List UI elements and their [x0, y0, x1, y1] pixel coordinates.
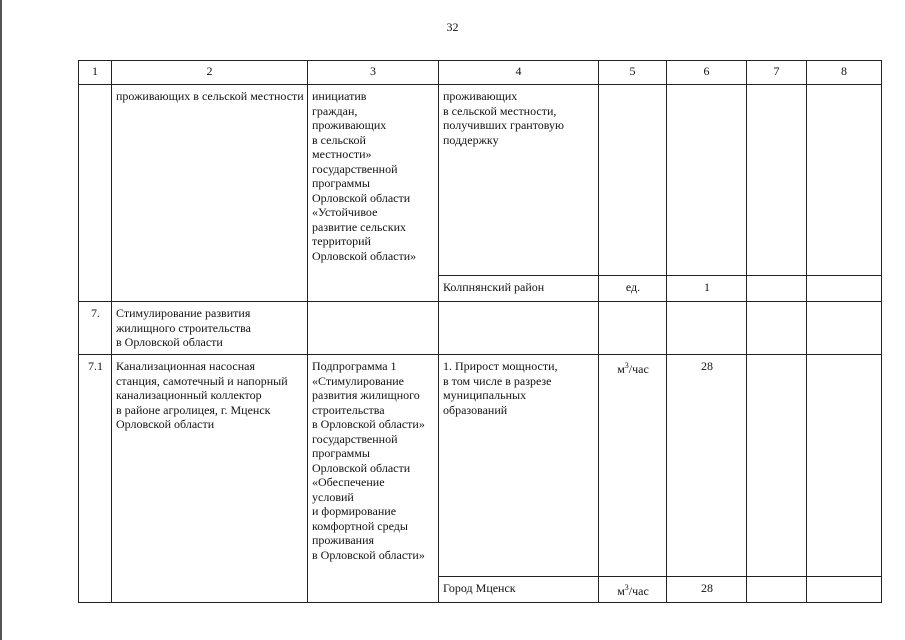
row71-unit — [599, 355, 667, 577]
col-number-2: 2 — [112, 61, 308, 85]
page-left-edge — [0, 0, 2, 640]
column-number-row — [79, 61, 882, 85]
row71-number: 7.1 — [79, 355, 112, 603]
col-number-5: 5 — [599, 61, 667, 85]
district-col7 — [747, 276, 807, 302]
row71-program-name: Подпрограмма 1 «Стимулирование развития жилищного строительства в Орловской области» государственной программы Орловской области «Обеспечение условий и формирование комфортной среды проживания в Орловской области» — [308, 355, 439, 603]
cont-indicator: проживающих в сельской местности, получивших грантовую поддержку — [439, 85, 599, 276]
row71-object-name: Канализационная насосная станция, самотечный и напорный канализационный коллектор в районе агролицея, г. Мценск Орловской области — [112, 355, 308, 603]
row7-col3 — [308, 302, 439, 355]
city-value: 28 — [667, 577, 747, 603]
city-unit — [599, 577, 667, 603]
cont-col7 — [747, 85, 807, 276]
table-row-continuation — [79, 85, 882, 276]
row7-col8 — [807, 302, 882, 355]
row7-title: Стимулирование развития жилищного строительства в Орловской области — [112, 302, 308, 355]
district-name: Колпнянский район — [439, 276, 599, 302]
col-number-4: 4 — [439, 61, 599, 85]
row71-unit-exponent: 3 — [624, 361, 629, 370]
row71-col7 — [747, 355, 807, 577]
col-number-7: 7 — [747, 61, 807, 85]
row7-number: 7. — [79, 302, 112, 355]
col-number-8: 8 — [807, 61, 882, 85]
city-col8 — [807, 577, 882, 603]
row71-indicator: 1. Прирост мощности, в том числе в разрезе муниципальных образований — [439, 355, 599, 577]
cont-value — [667, 85, 747, 276]
program-table — [78, 60, 882, 603]
row71-unit-base: м — [617, 362, 625, 376]
row7-col7 — [747, 302, 807, 355]
city-unit-exponent: 3 — [624, 583, 629, 592]
col-number-3: 3 — [308, 61, 439, 85]
cont-col8 — [807, 85, 882, 276]
table-row-7 — [79, 302, 882, 355]
cont-object-name: проживающих в сельской местности — [112, 85, 308, 302]
city-name: Город Мценск — [439, 577, 599, 603]
city-unit-rest: /час — [628, 584, 649, 598]
cont-program-name: инициатив граждан, проживающих в сельской местности» государственной программы Орловской области «Устойчивое развитие сельских территорий Орловской области» — [308, 85, 439, 302]
row7-col4 — [439, 302, 599, 355]
row71-col8 — [807, 355, 882, 577]
city-col7 — [747, 577, 807, 603]
row71-value: 28 — [667, 355, 747, 577]
page-number: 32 — [446, 20, 459, 34]
table-row-7-1 — [79, 355, 882, 577]
cont-unit — [599, 85, 667, 276]
row7-col5 — [599, 302, 667, 355]
district-col8 — [807, 276, 882, 302]
cont-col1 — [79, 85, 112, 302]
col-number-6: 6 — [667, 61, 747, 85]
district-value: 1 — [667, 276, 747, 302]
district-unit: ед. — [599, 276, 667, 302]
col-number-1: 1 — [79, 61, 112, 85]
row71-unit-rest: /час — [628, 362, 649, 376]
row7-col6 — [667, 302, 747, 355]
city-unit-base: м — [617, 584, 625, 598]
